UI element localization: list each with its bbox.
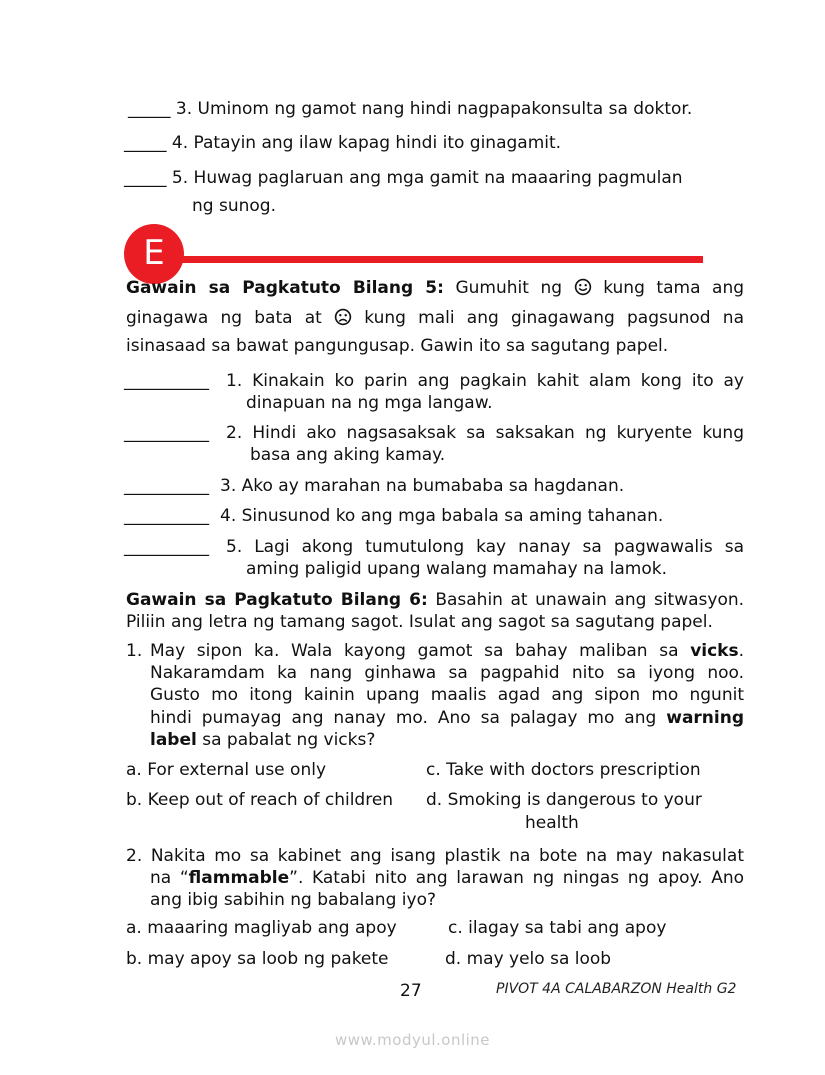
q2-line2: na “flammable”. Katabi nito ang larawan ng ningas ng apoy. Ano bbox=[150, 868, 745, 888]
gawain6-instruction-line2: Piliin ang letra ng tamang sagot. Isulat ang sagot sa sagutang papel. bbox=[126, 612, 713, 632]
gawain5-instruction-line1: Gawain sa Pagkatuto Bilang 5: Gumuhit ng kung tama ang bbox=[126, 278, 745, 298]
item-text: 5. Huwag paglaruan ang mga gamit na maaaring pagmulan bbox=[171, 168, 683, 188]
page-number: 27 bbox=[400, 981, 422, 1001]
gawain6-instruction-line1: Gawain sa Pagkatuto Bilang 6: Basahin at unawain ang sitwasyon. bbox=[126, 590, 745, 610]
top-item-5-continuation: ng sunog. bbox=[192, 196, 276, 216]
answer-blank: _____ bbox=[124, 133, 167, 153]
q1-keyword-vicks: vicks bbox=[690, 641, 739, 661]
q2-choice-c: c. ilagay sa tabi ang apoy bbox=[448, 918, 667, 938]
gawain5-item-2-continuation: basa ang aking kamay. bbox=[250, 445, 446, 465]
happy-face-icon bbox=[574, 278, 592, 296]
q1-choice-b: b. Keep out of reach of children bbox=[126, 790, 394, 810]
q2-choice-d: d. may yelo sa loob bbox=[445, 949, 612, 969]
section-divider-bar bbox=[182, 256, 703, 263]
gawain5-item-1-continuation: dinapuan na ng mga langaw. bbox=[246, 393, 493, 413]
q1-line4: hindi pumayag ang nanay mo. Ano sa palagay mo ang warning bbox=[150, 708, 744, 728]
q2-keyword-flammable: flammable bbox=[188, 868, 290, 888]
gawain5-item-5-continuation: aming paligid upang walang mamahay na lamok. bbox=[246, 559, 667, 579]
item-text: 4. Patayin ang ilaw kapag hindi ito ginagamit. bbox=[171, 133, 562, 153]
top-item-4 bbox=[124, 132, 561, 154]
sad-face-icon bbox=[334, 308, 352, 326]
q1-choice-c: c. Take with doctors prescription bbox=[426, 760, 701, 780]
gawain5-item-1: 1. Kinakain ko parin ang pagkain kahit alam kong ito ay bbox=[226, 371, 744, 391]
q2-line1: 2. Nakita mo sa kabinet ang isang plastik na bote na may nakasulat bbox=[126, 846, 744, 866]
q1-choice-d-continuation: health bbox=[525, 813, 579, 833]
q1-number: 1. bbox=[126, 641, 143, 661]
top-item-5 bbox=[124, 167, 683, 189]
watermark: www.modyul.online bbox=[334, 1031, 491, 1049]
gawain5-instruction-line3: isinasaad sa bawat pangungusap. Gawin ito sa sagutang papel. bbox=[126, 336, 669, 356]
q1-keyword-label: label bbox=[150, 730, 197, 750]
answer-blank: _____ bbox=[124, 168, 167, 188]
gawain5-item-2: 2. Hindi ako nagsasaksak sa saksakan ng kuryente kung bbox=[226, 423, 744, 443]
q1-line3: Gusto mo itong kainin upang maalis agad ang sipon mo ngunit bbox=[150, 685, 744, 705]
answer-blank: _____ bbox=[128, 99, 171, 119]
q2-choice-b: b. may apoy sa loob ng pakete bbox=[126, 949, 389, 969]
q1-choice-a: a. For external use only bbox=[126, 760, 326, 780]
q2-line3: ang ibig sabihin ng babalang iyo? bbox=[150, 890, 436, 910]
gawain5-item-3: 3. Ako ay marahan na bumababa sa hagdanan. bbox=[220, 476, 625, 496]
q2-choice-a: a. maaaring magliyab ang apoy bbox=[126, 918, 397, 938]
q1-choice-d: d. Smoking is dangerous to your bbox=[426, 790, 702, 810]
gawain6-title: Gawain sa Pagkatuto Bilang 6: bbox=[126, 590, 428, 610]
top-item-3 bbox=[128, 98, 692, 120]
q1-line1: May sipon ka. Wala kayong gamot sa bahay maliban sa vicks. bbox=[150, 641, 745, 661]
item-text: 3. Uminom ng gamot nang hindi nagpapakonsulta sa doktor. bbox=[175, 99, 693, 119]
gawain5-title: Gawain sa Pagkatuto Bilang 5: bbox=[126, 278, 444, 298]
q1-line5: label sa pabalat ng vicks? bbox=[150, 730, 376, 750]
footer-label: PIVOT 4A CALABARZON Health G2 bbox=[496, 981, 737, 997]
gawain5-item-blank: __________ bbox=[124, 371, 209, 391]
gawain5-item-5: 5. Lagi akong tumutulong kay nanay sa pagwawalis sa bbox=[226, 537, 744, 557]
section-e-badge: E bbox=[124, 224, 184, 284]
gawain5-instruction-line2: ginagawa ng bata at kung mali ang ginagawang pagsunod na bbox=[126, 308, 744, 328]
gawain5-item-blank: __________ bbox=[124, 506, 209, 526]
q1-keyword-warning: warning bbox=[666, 708, 744, 728]
gawain5-item-blank: __________ bbox=[124, 537, 209, 557]
q1-line2: Nakaramdam ka nang ginhawa sa pagpahid nito sa iyong noo. bbox=[150, 663, 744, 683]
gawain5-item-blank: __________ bbox=[124, 423, 209, 443]
gawain5-item-blank: __________ bbox=[124, 476, 209, 496]
gawain5-item-4: 4. Sinusunod ko ang mga babala sa aming tahanan. bbox=[220, 506, 664, 526]
